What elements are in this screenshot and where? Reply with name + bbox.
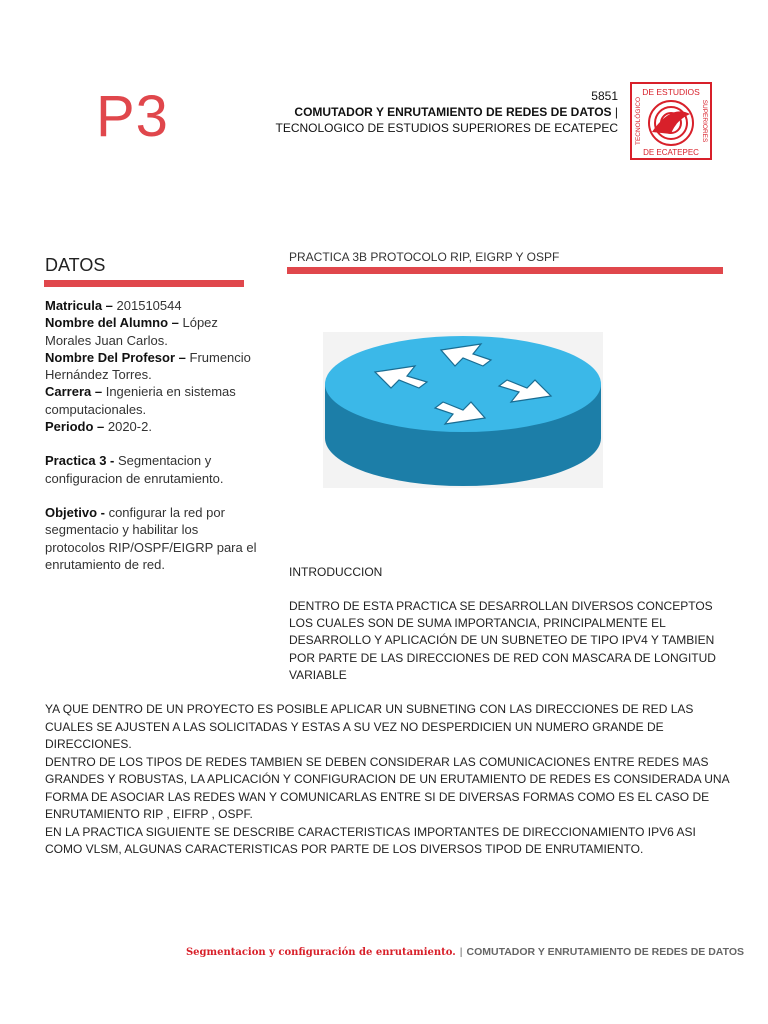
practice-title: PRACTICA 3B PROTOCOLO RIP, EIGRP Y OSPF: [289, 250, 560, 264]
body-paragraph-2: DENTRO DE LOS TIPOS DE REDES TAMBIEN SE DEBEN CONSIDERAR LAS COMUNICACIONES ENTRE REDES MAS GRANDES Y ROBUSTAS, LA APLICACIÓN Y CONFIGURACION DE UN ERUTAMIENTO DE REDES ES CONSIDERADA UNA FORMA DE ASOCIAR LAS REDES WAN Y COMUNICARLAS ENTRE SI DE DIVERSAS FORMAS COMO ES EL CASO DE ENRUTAMIENTO RIP , EIFRP , OSPF.: [45, 754, 729, 821]
alumno-value: López Morales Juan Carlos.: [45, 315, 218, 348]
body-paragraph-1: YA QUE DENTRO DE UN PROYECTO ES POSIBLE APLICAR UN SUBNETING CON LAS DIRECCIONES DE RED LAS CUALES SE AJUSTEN A LAS SOLICITADAS Y ESTAS A SU VEZ NO DESPERDICIEN UN NUMERO GRANDE DE DIRECCIONES.: [45, 702, 694, 751]
course-name: COMUTADOR Y ENRUTAMIENTO DE REDES DE DATOS: [294, 105, 612, 119]
page-footer: [45, 946, 744, 958]
datos-heading: DATOS: [45, 255, 106, 275]
practice-divider: [287, 267, 723, 274]
matricula-label: Matricula –: [45, 298, 117, 313]
alumno-row: [45, 314, 260, 349]
header-course: [258, 104, 618, 136]
intro-paragraph: DENTRO DE ESTA PRACTICA SE DESARROLLAN DIVERSOS CONCEPTOS LOS CUALES SON DE SUMA IMPORTANCIA, PRINCIPALMENTE EL DESARROLLO Y APLICACIÓN DE UN SUBNETEO DE TIPO IPV4 Y TAMBIEN POR PARTE DE LAS DIRECCIONES DE RED CON MASCARA DE LONGITUD VARIABLE: [289, 599, 716, 682]
logo-left-text: TECNOLÓGICO: [635, 96, 642, 146]
objetivo-label: Objetivo -: [45, 504, 109, 520]
header-info: [258, 88, 618, 136]
body-text: [45, 701, 735, 859]
periodo-label: Periodo –: [45, 419, 108, 435]
logo-seal-icon: [632, 84, 710, 158]
student-data: [45, 297, 260, 573]
router-icon: [323, 332, 603, 488]
logo-bottom-text: DE ECATEPEC: [643, 148, 699, 157]
carrera-row: [45, 383, 260, 418]
objetivo-value: configurar la red por segmentacio y habilitar los protocolos RIP/OSPF/EIGRP para el enrutamiento de red.: [45, 504, 257, 572]
alumno-label: Nombre del Alumno –: [45, 315, 183, 331]
header-code: 5851: [591, 89, 618, 103]
footer-right: COMUTADOR Y ENRUTAMIENTO DE REDES DE DATOS: [466, 946, 744, 958]
institution-logo: [630, 82, 712, 160]
objetivo-row: [45, 504, 260, 573]
institution-name: TECNOLOGICO DE ESTUDIOS SUPERIORES DE ECATEPEC: [275, 121, 618, 135]
footer-separator: |: [459, 946, 463, 958]
header-separator: |: [611, 105, 618, 119]
practice-number: P3: [96, 84, 169, 149]
footer-left: Segmentacion y configuración de enrutamiento.: [185, 947, 456, 958]
practica-value: Segmentacion y configuracion de enrutamiento.: [45, 453, 224, 486]
practica-label: Practica 3 -: [45, 453, 118, 469]
carrera-value: Ingenieria en sistemas computacionales.: [45, 384, 236, 417]
matricula-row: [45, 297, 260, 314]
matricula-value: 201510544: [116, 298, 182, 313]
profesor-row: [45, 349, 260, 384]
periodo-row: [45, 418, 260, 435]
logo-right-text: SUPERIORES: [701, 99, 708, 143]
datos-divider: [44, 280, 244, 287]
body-paragraph-3: EN LA PRACTICA SIGUIENTE SE DESCRIBE CARACTERISTICAS IMPORTANTES DE DIRECCIONAMIENTO IPV6 ASI COMO VLSM, ALGUNAS CARACTERISTICAS POR PARTE DE LOS DIVERSOS TIPOD DE ENRUTAMIENTO.: [45, 824, 696, 856]
profesor-label: Nombre Del Profesor –: [45, 349, 190, 365]
practica-row: [45, 452, 260, 487]
carrera-label: Carrera –: [45, 384, 106, 400]
periodo-value: 2020-2.: [107, 419, 152, 435]
profesor-value: Frumencio Hernández Torres.: [45, 349, 251, 383]
intro-heading: INTRODUCCION: [289, 565, 383, 579]
logo-top-text: DE ESTUDIOS: [642, 87, 700, 97]
